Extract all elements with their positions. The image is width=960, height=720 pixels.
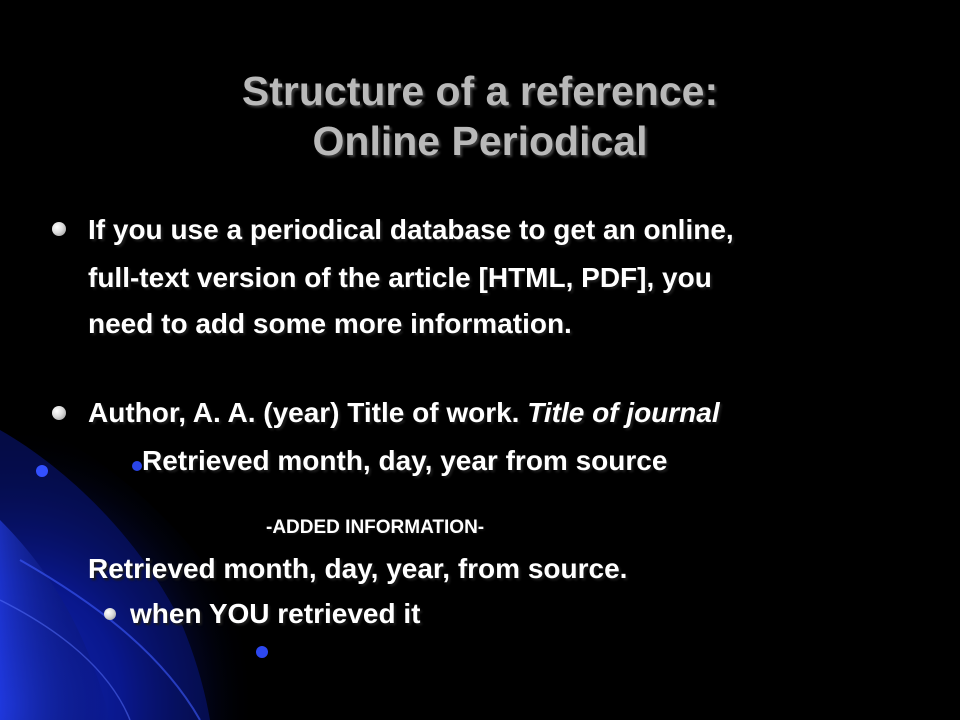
bullet-1-line-3: need to add some more information. bbox=[88, 308, 572, 339]
disc-sub-bullet-icon bbox=[104, 608, 116, 620]
disc-bullet-icon bbox=[52, 406, 66, 420]
title-line-2: Online Periodical bbox=[312, 118, 648, 164]
sub-bullet-text: when YOU retrieved it bbox=[130, 598, 421, 629]
title-line-1: Structure of a reference: bbox=[241, 68, 719, 114]
swoosh-dot bbox=[132, 461, 142, 471]
bullet-2-line-2: Retrieved month, day, year from source bbox=[142, 445, 668, 476]
journal-title-italic: Title of journal bbox=[527, 397, 720, 428]
added-information-label: -ADDED INFORMATION- bbox=[266, 517, 485, 538]
swoosh-dot bbox=[36, 465, 48, 477]
disc-bullet-icon bbox=[52, 222, 66, 236]
bullet-1-line-2: full-text version of the article [HTML, PDF], you bbox=[88, 262, 712, 293]
slide-title bbox=[0, 66, 960, 166]
bullet-2-line-1 bbox=[88, 391, 720, 435]
reference-format-text: Author, A. A. (year) Title of work. bbox=[88, 397, 528, 428]
retrieved-line: Retrieved month, day, year, from source. bbox=[88, 553, 628, 584]
bullet-1-line-1: If you use a periodical database to get an online, bbox=[88, 214, 734, 245]
swoosh-dot bbox=[256, 646, 268, 658]
